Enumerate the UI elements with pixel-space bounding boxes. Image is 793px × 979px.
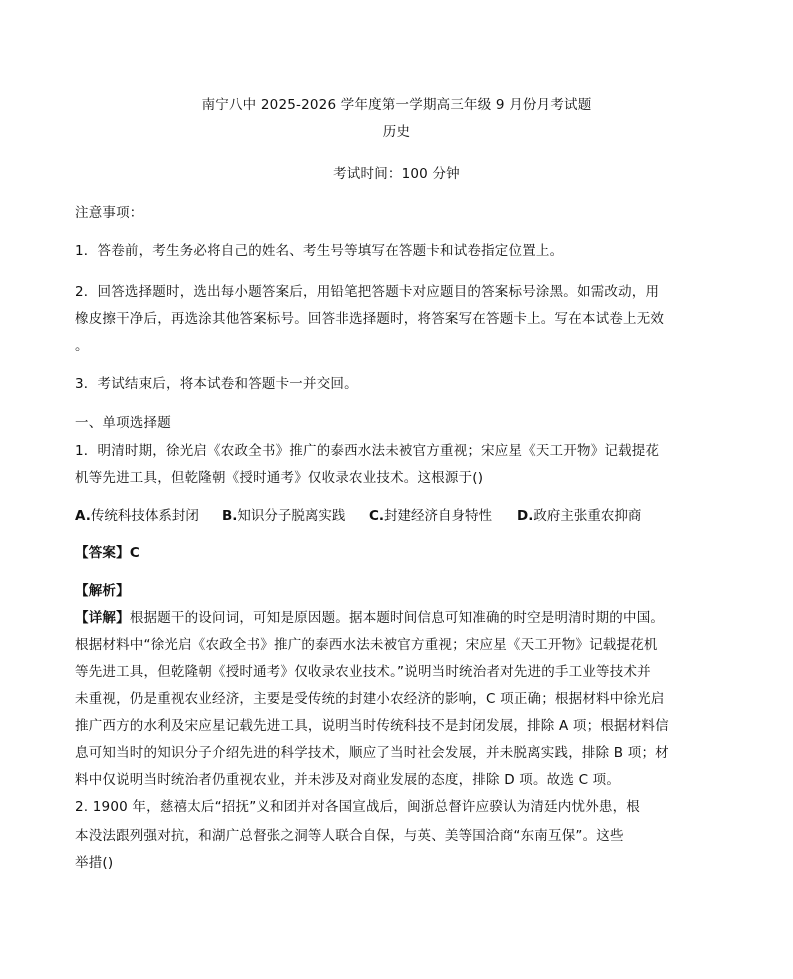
notice-item-2-line-1: 2．回答选择题时，选出每小题答案后，用铅笔把答题卡对应题目的答案标号涂黑。如需改动，用 [75,284,660,300]
exam-time: 考试时间：100 分钟 [333,166,460,182]
q1-detail-line-6: 息可知当时的知识分子介绍先进的科学技术，顺应了当时社会发展，并未脱离实践，排除 B 项；材 [75,745,669,761]
q1-option-b [222,506,345,526]
q2-stem-line-2: 本没法跟列强对抗，和湖广总督张之洞等人联合自保，与英、美等国洽商“东南互保”。这些 [75,828,624,844]
q1-option-c-letter: C. [369,508,385,524]
notice-item-2-line-3: 。 [75,338,89,354]
q1-option-c [369,506,492,526]
q1-detail-tag: 【详解】 [75,610,130,626]
q1-option-a [75,506,199,526]
q1-detail-line-1 [75,608,664,628]
q1-stem-line-2: 机等先进工具，但乾隆朝《授时通考》仅收录农业技术。这根源于() [75,470,484,486]
q1-detail-line-7: 料中仅说明当时统治者仍重视农业，并未涉及对商业发展的态度，排除 D 项。故选 C 项。 [75,772,621,788]
q1-detail-text-1: 根据题干的设问词，可知是原因题。据本题时间信息可知准确的时空是明清时期的中国。 [129,610,665,626]
q1-option-d-letter: D. [517,508,534,524]
notice-heading: 注意事项： [75,205,144,221]
q1-option-c-text: 封建经济自身特性 [384,508,493,524]
notice-item-2-line-2: 橡皮擦干净后，再选涂其他答案标号。回答非选择题时，将答案写在答题卡上。写在本试卷上无效 [75,311,665,327]
q1-answer-tag: 【答案】 [75,545,130,561]
q1-detail-line-5: 推广西方的水利及宋应星记载先进工具，说明当时传统科技不是封闭发展，排除 A 项；根据材料信 [75,718,669,734]
q1-option-a-text: 传统科技体系封闭 [90,508,199,524]
subject-title: 历史 [382,124,411,140]
q1-answer-value: C [129,545,140,561]
exam-title: 南宁八中 2025-2026 学年度第一学期高三年级 9 月份月考试题 [201,97,592,113]
section-heading: 一、单项选择题 [75,415,171,431]
q1-analysis-tag: 【解析】 [75,583,130,599]
q1-answer [75,543,140,563]
q2-stem-line-3: 举措() [75,855,114,871]
notice-item-3: 3．考试结束后，将本试卷和答题卡一并交回。 [75,376,358,392]
q1-option-d-text: 政府主张重农抑商 [533,508,642,524]
q2-stem-line-1: 2. 1900 年，慈禧太后“招抚”义和团并对各国宣战后，闽浙总督许应骙认为清廷内忧外患，根 [75,799,641,815]
notice-item-1: 1．答卷前，考生务必将自己的姓名、考生号等填写在答题卡和试卷指定位置上。 [75,243,564,259]
q1-option-b-text: 知识分子脱离实践 [237,508,346,524]
q1-option-d [517,506,641,526]
q1-option-b-letter: B. [222,508,238,524]
q1-detail-line-3: 等先进工具，但乾隆朝《授时通考》仅收录农业技术。”说明当时统治者对先进的手工业等技术并 [75,664,651,680]
q1-detail-line-2: 根据材料中“徐光启《农政全书》推广的泰西水法未被官方重视；宋应星《天工开物》记载提花机 [75,637,658,653]
q1-option-a-letter: A. [75,508,91,524]
q1-detail-line-4: 未重视，仍是重视农业经济，主要是受传统的封建小农经济的影响，C 项正确；根据材料中徐光启 [75,691,665,707]
q1-stem-line-1: 1．明清时期，徐光启《农政全书》推广的泰西水法未被官方重视；宋应星《天工开物》记载提花 [75,443,660,459]
